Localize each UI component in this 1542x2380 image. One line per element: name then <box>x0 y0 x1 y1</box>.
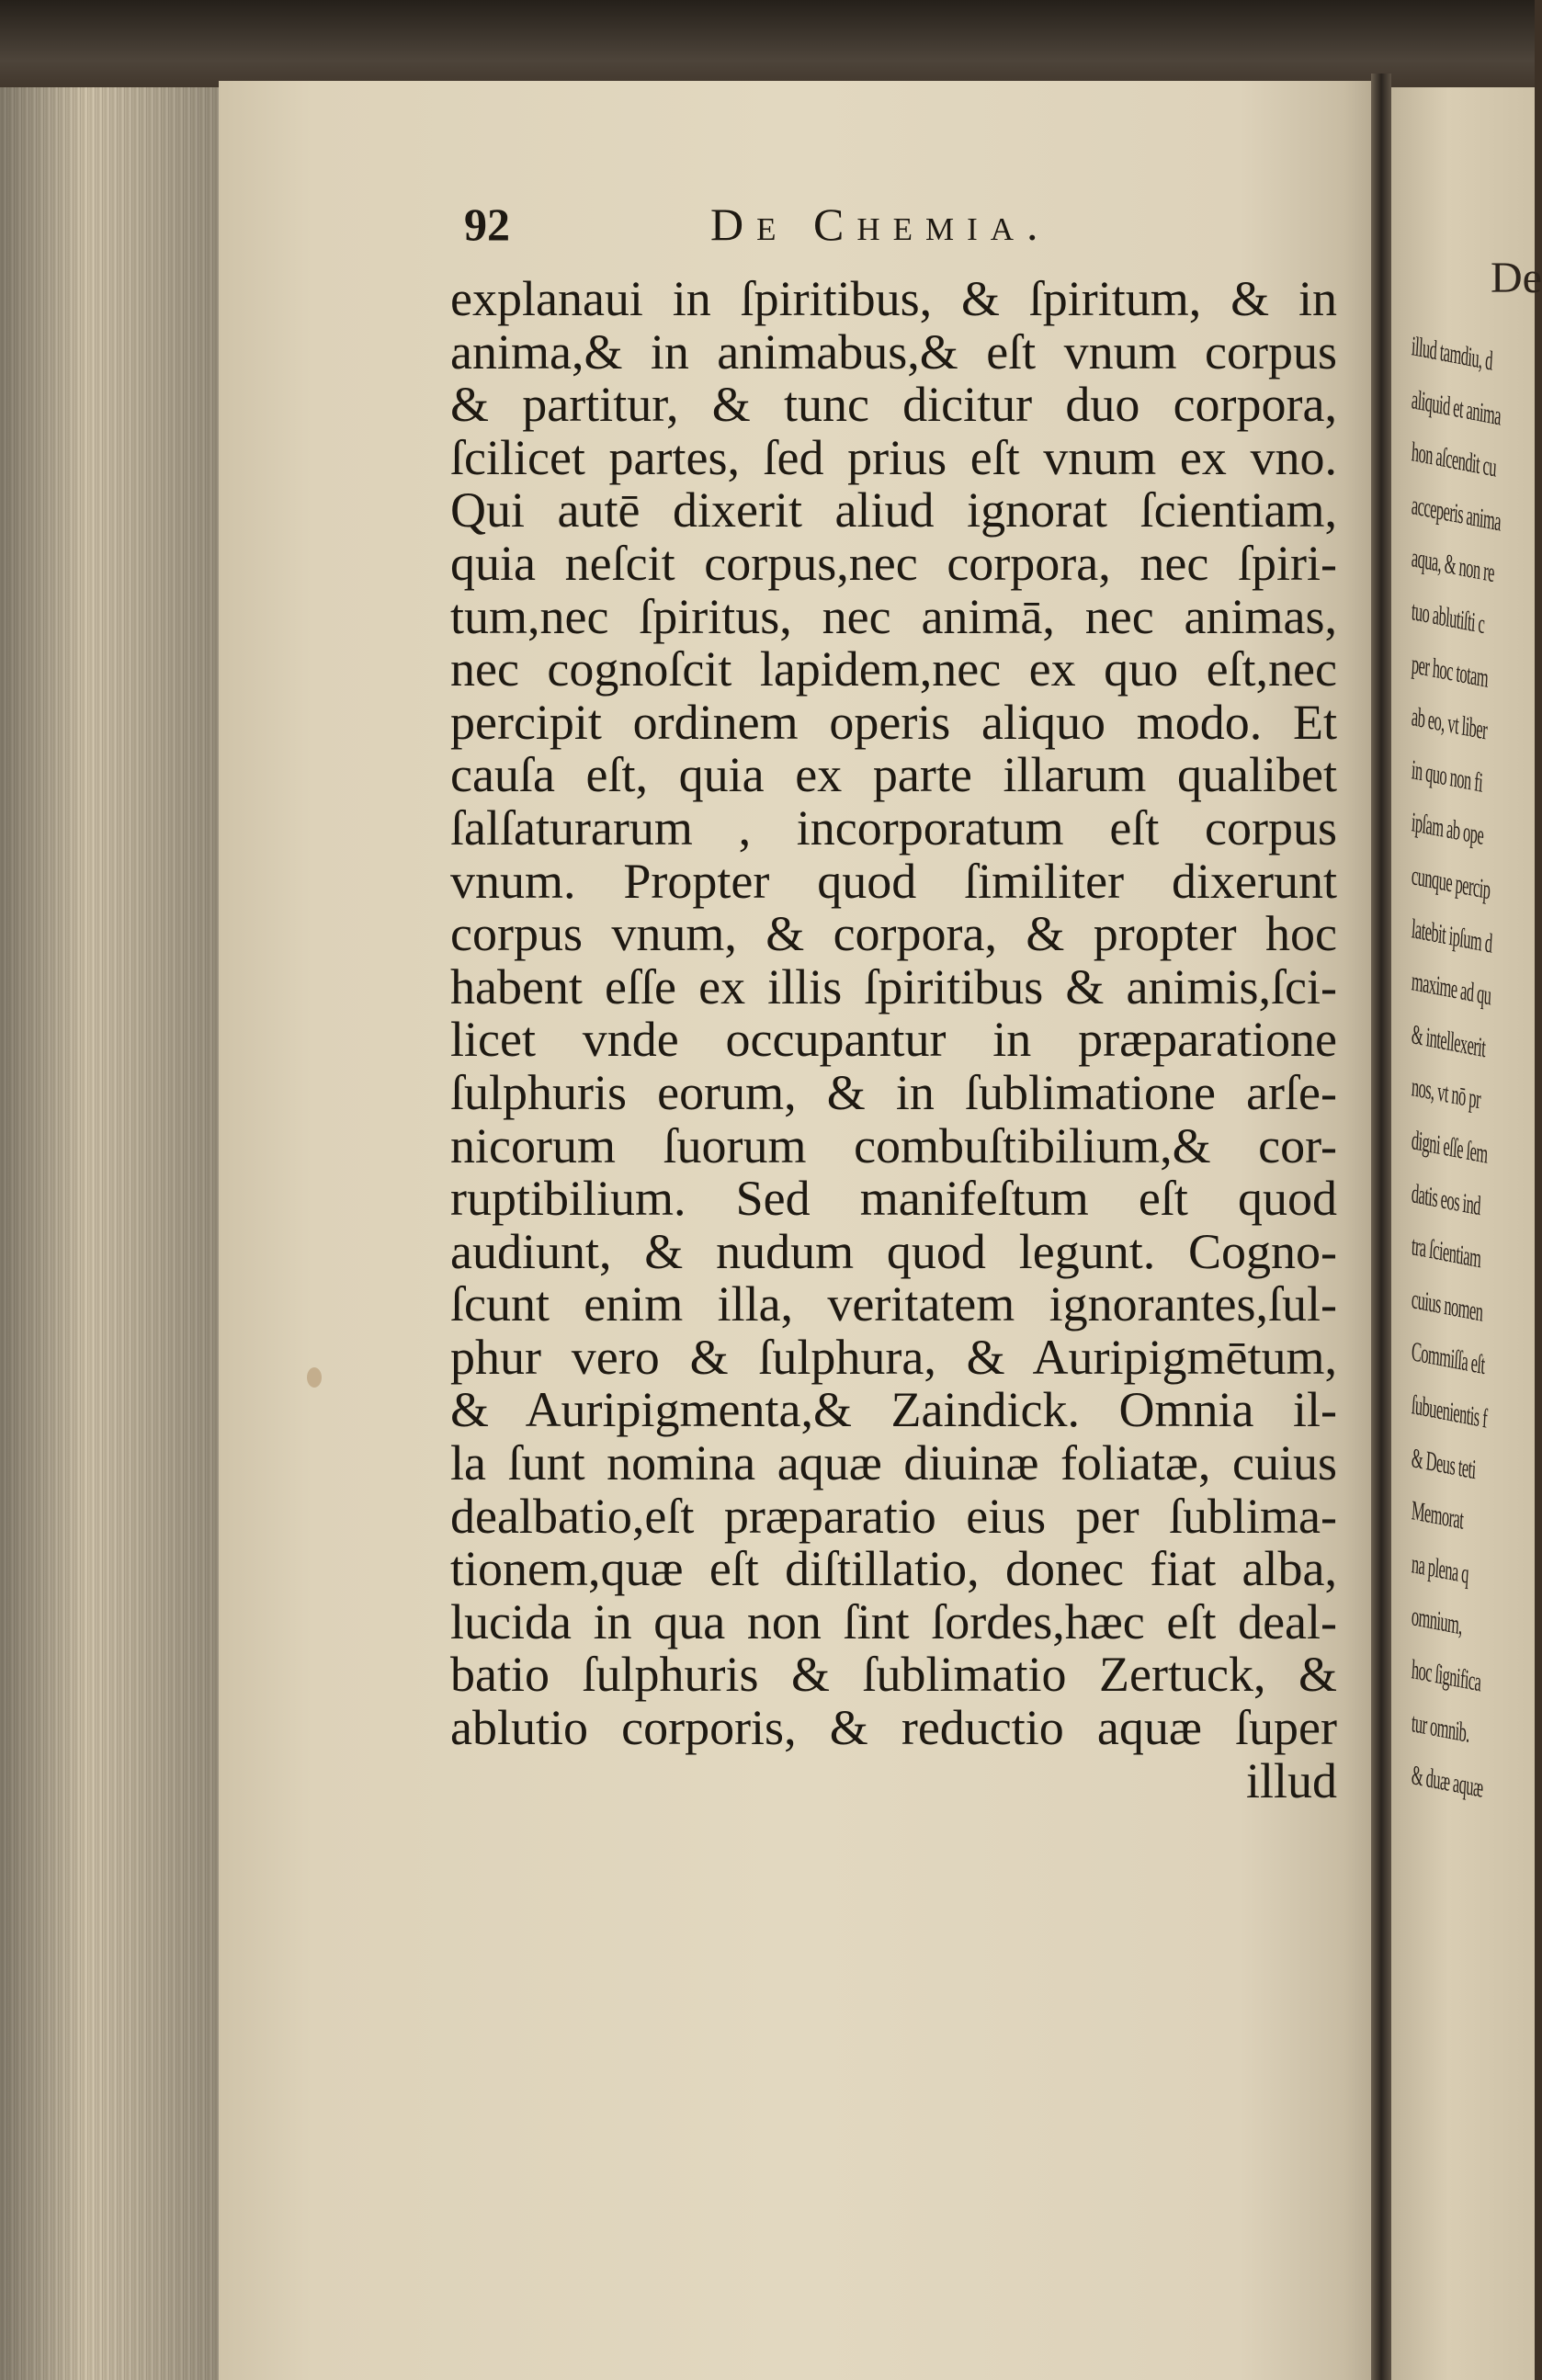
facing-line-fragment: tur omnib. <box>1411 1706 1470 1749</box>
text-line: ſcilicet partes, ſed prius eſt vnum ex vno. <box>450 429 1337 485</box>
text-line: ſalſaturarum , incorporatum eſt corpus <box>450 799 1337 856</box>
text-line: tionem,quæ eſt diſtillatio, donec fiat alba, <box>450 1541 1337 1597</box>
facing-line-fragment: cuius nomen <box>1411 1283 1484 1328</box>
text-line: explanaui in ſpiritibus, & ſpiritum, & in <box>450 271 1337 326</box>
text-line: ablutio corporis, & reductio aquæ ſuper <box>450 1700 1337 1756</box>
facing-line-fragment: digni eſſe ſem <box>1411 1125 1489 1170</box>
facing-line-fragment: & intellexerit <box>1411 1018 1487 1064</box>
text-line: habent eſſe ex illis ſpiritibus & animis,ſci- <box>450 958 1337 1014</box>
facing-line-fragment: ipſam ab ope <box>1411 807 1485 852</box>
text-line: anima,& in animabus,& eſt vnum corpus <box>450 323 1337 380</box>
facing-line-fragment: na plena q <box>1411 1547 1469 1590</box>
foxing-spot <box>307 1367 322 1388</box>
book-gutter <box>1371 74 1391 2380</box>
text-line: audiunt, & nudum quod legunt. Cogno- <box>450 1223 1337 1279</box>
page-number: 92 <box>464 198 510 250</box>
facing-line-fragment: cunque percip <box>1411 860 1491 906</box>
facing-page <box>1391 87 1542 2380</box>
running-title: De Chemia. <box>710 198 1051 250</box>
text-line: & Auripigmenta,& Zaindick. Omnia il- <box>450 1382 1337 1438</box>
facing-line-fragment: nos, vt nō pr <box>1411 1071 1481 1116</box>
text-line: nicorum ſuorum combuſtibilium,& cor- <box>450 1117 1337 1173</box>
text-line: lucida in qua non ſint ſordes,hæc eſt deal- <box>450 1593 1337 1649</box>
facing-line-fragment: acceperis anima <box>1411 489 1502 538</box>
text-line: quia neſcit corpus,nec corpora, nec ſpiri- <box>450 535 1337 591</box>
text-line: batio ſulphuris & ſublimatio Zertuck, & <box>450 1647 1337 1703</box>
facing-line-fragment: aqua, & non re <box>1411 542 1495 589</box>
facing-line-fragment: Commiſſa eſt <box>1411 1336 1486 1381</box>
facing-line-fragment: datis eos ind <box>1411 1177 1481 1221</box>
text-line: la ſunt nomina aquæ diuinæ foliatæ, cuius <box>450 1435 1337 1491</box>
text-line: phur vero & ſulphura, & Auripigmētum, <box>450 1329 1337 1385</box>
text-line: ruptibilium. Sed manifeſtum eſt quod <box>450 1171 1337 1227</box>
facing-line-fragment: hoc ſignifica <box>1411 1654 1482 1698</box>
text-line: ſulphuris eorum, & in ſublimatione arſe- <box>450 1064 1337 1120</box>
facing-line-fragment: & duæ aquæ <box>1411 1760 1484 1804</box>
text-line: Qui autē dixerit aliud ignorat ſcientiam, <box>450 482 1337 538</box>
text-line: licet vnde occupantur in præparatione <box>450 1012 1337 1068</box>
text-line: corpus vnum, & corpora, & propter hoc <box>450 906 1337 962</box>
facing-line-fragment: ſubuenientis f <box>1411 1389 1489 1434</box>
text-line: ſcunt enim illa, veritatem ignorantes,ſul- <box>450 1276 1337 1332</box>
text-line: tum,nec ſpiritus, nec animā, nec animas, <box>450 588 1337 644</box>
facing-line-fragment: maxime ad qu <box>1411 966 1492 1012</box>
body-text <box>450 273 1337 1808</box>
facing-line-fragment: ab eo, vt liber <box>1411 701 1488 746</box>
text-line: & partitur, & tunc dicitur duo corpora, <box>450 377 1337 433</box>
text-line: percipit ordinem operis aliquo modo. Et <box>450 694 1337 750</box>
facing-line-fragment: latebit ipſum d <box>1411 912 1493 959</box>
facing-line-fragment: aliquid et anima <box>1411 383 1502 432</box>
page-edges <box>0 87 219 2380</box>
catchword: illud <box>1245 1752 1337 1808</box>
facing-line-fragment: Memorat <box>1411 1495 1465 1536</box>
facing-line-fragment: hon aſcendit cu <box>1411 436 1498 483</box>
facing-line-fragment: omnium, <box>1411 1601 1463 1641</box>
facing-running-head: De <box>1491 254 1542 302</box>
facing-line-fragment: per hoc totam <box>1411 648 1490 694</box>
text-line: nec cognoſcit lapidem,nec ex quo eſt,nec <box>450 641 1337 697</box>
text-line: vnum. Propter quod ſimiliter dixerunt <box>450 853 1337 909</box>
facing-line-fragment: illud tamdiu, d <box>1411 331 1493 377</box>
facing-line-fragment: & Deus teti <box>1411 1442 1477 1485</box>
facing-line-fragment: in quo non fi <box>1411 754 1484 799</box>
facing-line-fragment: tra ſcientiam <box>1411 1230 1482 1275</box>
text-line: dealbatio,eſt præparatio eius per ſublima- <box>450 1488 1337 1544</box>
page-header <box>464 198 1319 262</box>
facing-line-fragment: tuo ablutiſti c <box>1411 595 1486 640</box>
text-line: cauſa eſt, quia ex parte illarum qualibet <box>450 747 1337 803</box>
